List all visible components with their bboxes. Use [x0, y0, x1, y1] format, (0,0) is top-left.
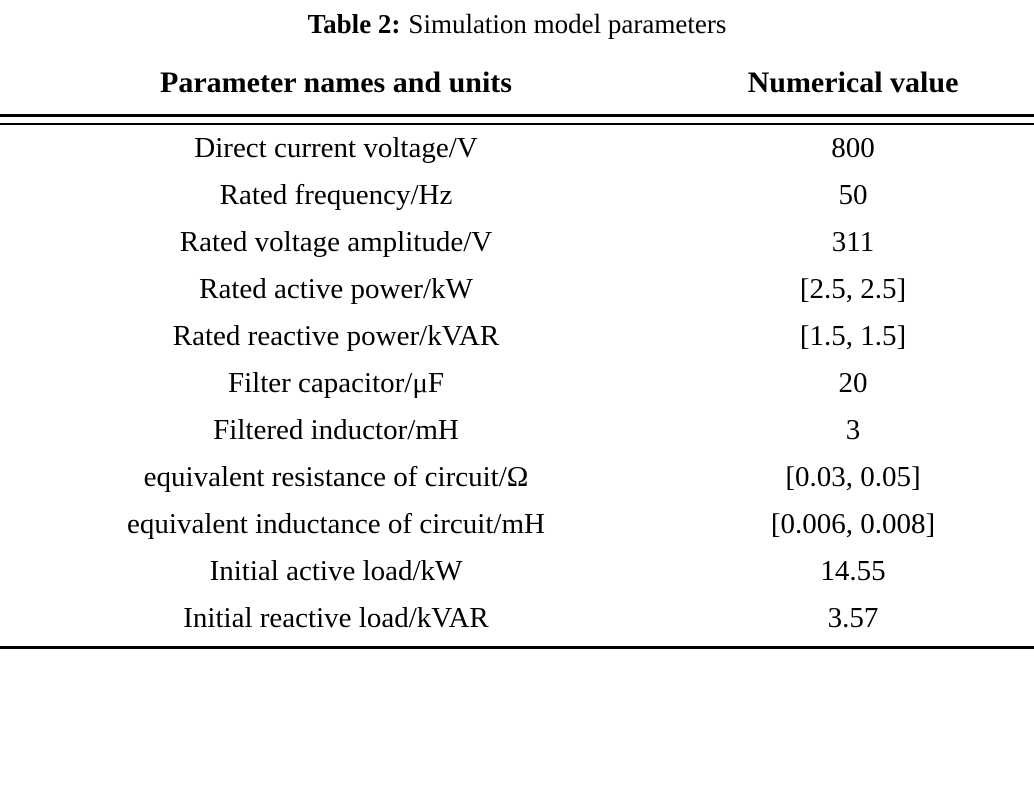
cell-parameter: equivalent resistance of circuit/Ω: [143, 461, 529, 494]
table-row: [0, 313, 1034, 360]
table-row: [0, 266, 1034, 313]
table-row: [0, 454, 1034, 501]
cell-parameter: Rated voltage amplitude/V: [179, 226, 493, 259]
table-caption-text: Simulation model parameters: [408, 9, 727, 39]
column-header-parameter: Parameter names and units: [160, 66, 512, 100]
column-header-value: Numerical value: [747, 66, 959, 100]
cell-value: 50: [838, 179, 868, 212]
cell-value: [0.006, 0.008]: [770, 508, 936, 541]
cell-parameter: Initial reactive load/kVAR: [183, 602, 489, 635]
table-row: [0, 548, 1034, 595]
table-row: [0, 172, 1034, 219]
cell-parameter: Direct current voltage/V: [194, 132, 478, 165]
cell-parameter: Initial active load/kW: [209, 555, 463, 588]
cell-parameter: Rated reactive power/kVAR: [172, 320, 500, 353]
cell-parameter: Rated frequency/Hz: [219, 179, 453, 212]
table-row: [0, 595, 1034, 642]
cell-parameter: Rated active power/kW: [199, 273, 473, 306]
cell-parameter: Filter capacitor/μF: [227, 367, 445, 400]
cell-value: 3: [845, 414, 861, 447]
cell-value: 3.57: [827, 602, 879, 635]
table-header-row: [0, 54, 1034, 116]
cell-parameter: Filtered inductor/mH: [213, 414, 459, 447]
cell-value: [1.5, 1.5]: [799, 320, 907, 353]
cell-parameter: equivalent inductance of circuit/mH: [127, 508, 545, 541]
cell-value: 14.55: [820, 555, 886, 588]
table-caption: [0, 0, 1034, 54]
simulation-parameters-table: [0, 54, 1034, 649]
table-row: [0, 219, 1034, 266]
cell-value: 311: [831, 226, 875, 259]
cell-value: [0.03, 0.05]: [785, 461, 921, 494]
cell-value: 20: [838, 367, 868, 400]
cell-value: [2.5, 2.5]: [799, 273, 907, 306]
table-header-spacer: [0, 117, 1034, 124]
table-caption-label: Table 2:: [307, 9, 401, 39]
cell-value: 800: [831, 132, 875, 165]
table-row: [0, 360, 1034, 407]
table-row: [0, 501, 1034, 548]
table-row: [0, 407, 1034, 454]
table-row: [0, 125, 1034, 172]
table-bottom-rule: [0, 648, 1034, 650]
